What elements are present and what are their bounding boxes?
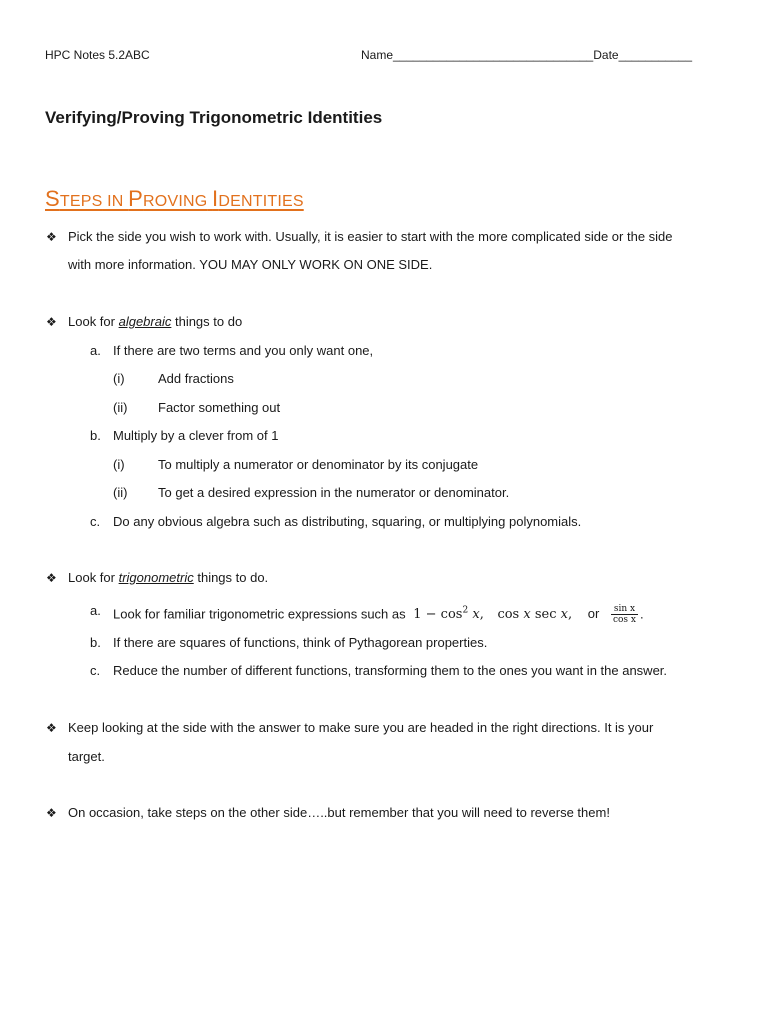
- item-marker: b.: [90, 635, 101, 650]
- diamond-bullet-icon: ❖: [46, 806, 57, 820]
- expression-cos-sec: [497, 607, 572, 622]
- bullet-2-heading: [68, 314, 242, 329]
- page-title: Verifying/Proving Trigonometric Identities: [45, 108, 383, 127]
- bullet-3-suffix: things to do.: [193, 570, 269, 585]
- item-text: Look for familiar trigonometric expressions such as: [113, 606, 406, 622]
- section-heading: [45, 186, 304, 212]
- or-word: or: [587, 606, 600, 622]
- expr-exponent: 2: [462, 606, 469, 616]
- subitem-text: Add fractions: [158, 371, 234, 386]
- item-text: Reduce the number of different functions, transforming them to the ones you want in the answer.: [113, 663, 668, 678]
- expr-separator: ,: [567, 607, 573, 623]
- item-marker: a.: [90, 603, 101, 618]
- heading-initial: I: [212, 186, 219, 211]
- heading-word: IN: [102, 193, 129, 210]
- item-text: Do any obvious algebra such as distributing, squaring, or multiplying polynomials.: [113, 514, 582, 529]
- bullet-2-emphasis: algebraic: [118, 314, 172, 329]
- subitem-text: To multiply a numerator or denominator by its conjugate: [158, 457, 479, 472]
- name-label: Name______________________________: [361, 48, 594, 62]
- bullet-2-prefix: Look for: [68, 314, 119, 329]
- expr-separator: ,: [479, 607, 484, 623]
- item-text: If there are two terms and you only want one,: [113, 343, 374, 358]
- item-marker: a.: [90, 343, 101, 358]
- heading-initial: S: [45, 186, 60, 211]
- item-marker: c.: [90, 514, 101, 529]
- item-text: Multiply by a clever from of 1: [113, 428, 279, 443]
- subitem-marker: (i): [113, 457, 125, 472]
- item-marker: b.: [90, 428, 101, 443]
- expression-one-minus-cos-squared: [413, 607, 484, 622]
- sentence-end: .: [639, 606, 644, 622]
- heading-word: ROVING: [143, 193, 208, 210]
- heading-initial: P: [128, 186, 144, 211]
- item-text: If there are squares of functions, think of Pythagorean properties.: [113, 635, 488, 650]
- trig-expressions-line: [113, 598, 644, 628]
- expr-variable: x: [523, 607, 531, 623]
- bullet-4-line-2: target.: [68, 749, 105, 764]
- course-label: HPC Notes 5.2ABC: [45, 48, 150, 62]
- bullet-4-line-1: Keep looking at the side with the answer to make sure you are headed in the right directions. It is your: [68, 720, 654, 735]
- fraction-numerator: sin x: [611, 604, 638, 615]
- date-label: Date___________: [593, 48, 692, 62]
- fraction-sin-over-cos: [611, 604, 638, 625]
- expr-text: 1 − cos: [413, 607, 463, 623]
- expr-variable: x: [472, 607, 480, 623]
- diamond-bullet-icon: ❖: [46, 721, 57, 735]
- bullet-1-line-2: with more information. YOU MAY ONLY WORK ON ONE SIDE.: [68, 257, 433, 272]
- bullet-2-suffix: things to do: [171, 314, 243, 329]
- diamond-bullet-icon: ❖: [46, 571, 57, 585]
- subitem-marker: (i): [113, 371, 125, 386]
- item-marker: c.: [90, 663, 101, 678]
- expr-variable: x: [560, 607, 568, 623]
- name-field: [361, 48, 692, 62]
- bullet-1-line-1: Pick the side you wish to work with. Usually, it is easier to start with the more complicated side or the side: [68, 229, 673, 244]
- subitem-text: To get a desired expression in the numerator or denominator.: [158, 485, 510, 500]
- subitem-marker: (ii): [113, 485, 128, 500]
- bullet-3-heading: [68, 570, 268, 585]
- subitem-marker: (ii): [113, 400, 128, 415]
- diamond-bullet-icon: ❖: [46, 315, 57, 329]
- expr-text: sec: [530, 607, 561, 623]
- diamond-bullet-icon: ❖: [46, 230, 57, 244]
- bullet-3-prefix: Look for: [68, 570, 119, 585]
- heading-word: TEPS: [59, 193, 103, 210]
- heading-word: DENTITIES: [218, 193, 304, 210]
- bullet-5-line-1: On occasion, take steps on the other side…..but remember that you will need to reverse them!: [68, 805, 610, 820]
- bullet-3-emphasis: trigonometric: [118, 570, 194, 585]
- expr-text: cos: [497, 607, 524, 623]
- subitem-text: Factor something out: [158, 400, 281, 415]
- fraction-denominator: cos x: [612, 615, 636, 626]
